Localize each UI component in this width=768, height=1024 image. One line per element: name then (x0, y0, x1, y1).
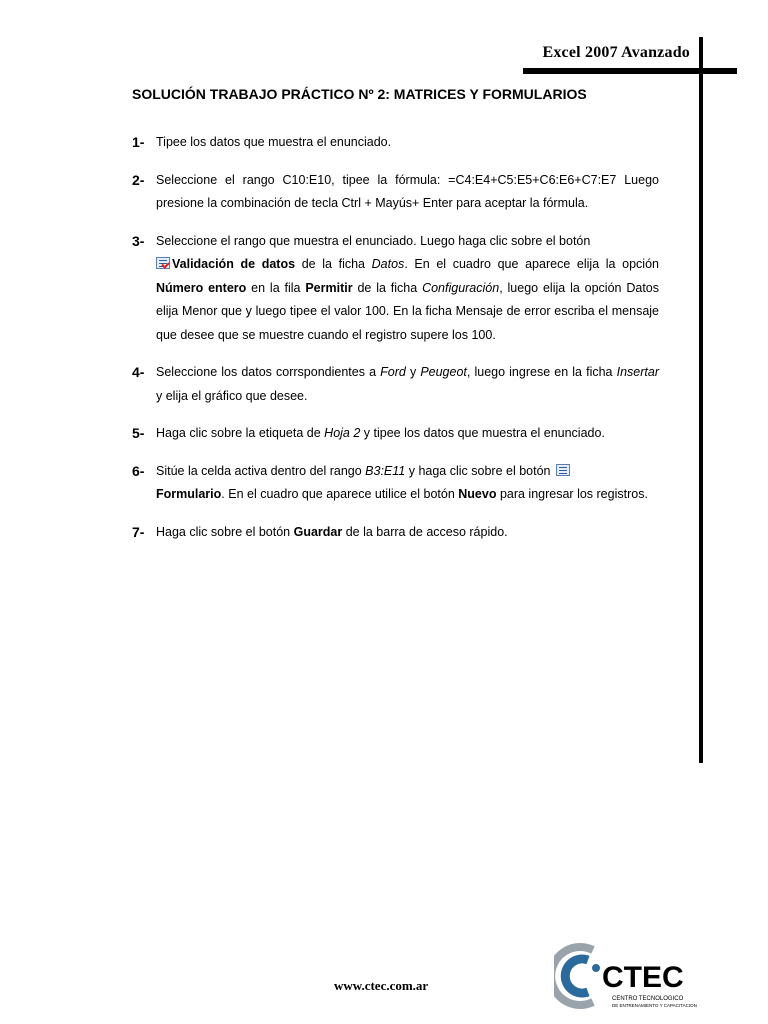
item-number: 1- (132, 134, 145, 150)
item-number: 7- (132, 523, 145, 540)
form-label: Formulario (156, 487, 222, 501)
ctec-logo (554, 940, 708, 1010)
margin-rule-vertical (699, 37, 703, 763)
list-item (132, 521, 659, 545)
logo-text: CTEC (602, 961, 684, 994)
list-item (132, 422, 659, 446)
list-item (132, 169, 659, 216)
item-text: Sitúe la celda activa dentro del rango B3:E11 y haga clic sobre el botón Formulario. En el cuadro que aparece utilice el botón Nuevo para ingresar los registros. (156, 463, 648, 501)
item-text: Tipee los datos que muestra el enunciado. (156, 135, 392, 149)
item-number: 4- (132, 364, 145, 380)
item-text: Seleccione el rango que muestra el enunciado. Luego haga clic sobre el botón Validación de datos de la ficha Datos. En el cuadro que aparece elija la opción Número entero en la fila Permitir de la ficha Configuración, luego elija la opción Datos elija Menor que y luego tipee el valor 100. En la ficha Mensaje de error escriba el mensaje que desee que se muestre cuando el registro supere los 100. (156, 233, 659, 342)
list-item (132, 131, 659, 155)
item-text: Haga clic sobre la etiqueta de Hoja 2 y tipee los datos que muestra el enunciado. (156, 426, 605, 440)
list-item (132, 361, 659, 408)
list-item (132, 460, 659, 507)
data-validation-icon (156, 257, 170, 269)
logo-subtitle-2: DE ENTRENAMIENTO Y CAPACITACION (612, 1003, 697, 1008)
item-number: 5- (132, 425, 145, 441)
header-title: Excel 2007 Avanzado (542, 44, 690, 61)
item-text: Haga clic sobre el botón Guardar de la barra de acceso rápido. (156, 524, 508, 539)
logo-dot-icon (592, 964, 600, 972)
header-rule-horizontal (523, 68, 737, 74)
form-icon (556, 464, 570, 476)
list-item (132, 230, 659, 348)
logo-subtitle-1: CENTRO TECNOLOGICO (612, 996, 684, 1002)
item-number: 6- (132, 462, 145, 479)
item-text: Seleccione el rango C10:E10, tipee la fórmula: =C4:E4+C5:E5+C6:E6+C7:E7 Luego presione la combinación de tecla Ctrl + Mayús+ Enter para aceptar la fórmula. (156, 172, 659, 210)
logo-inner-arc-icon (565, 959, 588, 993)
item-text: Seleccione los datos corrspondientes a Ford y Peugeot, luego ingrese en la ficha Insertar y elija el gráfico que desee. (156, 365, 660, 403)
footer-url: www.ctec.com.ar (334, 978, 429, 993)
document-title: SOLUCIÓN TRABAJO PRÁCTICO Nº 2: MATRICES Y FORMULARIOS (132, 86, 587, 102)
solution-list (132, 131, 659, 558)
data-validation-label: Validación de datos (172, 257, 296, 271)
item-number: 2- (132, 171, 145, 188)
item-number: 3- (132, 232, 145, 249)
